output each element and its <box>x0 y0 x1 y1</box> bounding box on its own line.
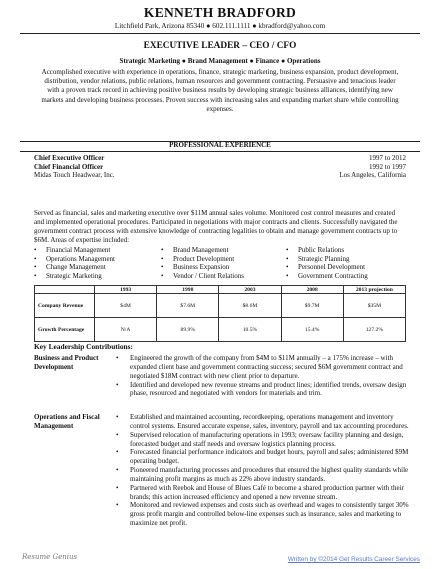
table-cell: $35M <box>343 294 405 318</box>
list-item: • Engineered the growth of the company from $4M to $11M annually – a 175% increase – with expanded client base and government contracting success; secured $6M government contract and negotiated $18M contract with new client prior to departure. <box>116 354 410 381</box>
expertise-item: • Government Contracting <box>286 272 368 281</box>
expertise-column <box>286 246 368 281</box>
table-header-cell <box>35 286 95 294</box>
table-header-cell: 1998 <box>157 286 219 294</box>
table-cell: $8.6M <box>219 294 281 318</box>
contributions-title: Key Leadership Contributions: <box>34 342 133 351</box>
list-item: • Established and maintained accounting, recordkeeping, operations management and inventory control systems. Ensured accurate expense, sales, inventory, payroll and tax accounting procedures. <box>116 413 410 431</box>
table-row <box>35 294 406 318</box>
table-header-row <box>35 286 406 294</box>
specialties-line: Strategic Marketing ● Brand Management ● Finance ● Operations <box>119 57 321 65</box>
contribution-category: Operations and Fiscal Management <box>34 413 100 430</box>
role-title: Chief Financial Officer <box>34 162 104 171</box>
list-item: • Pioneered manufacturing processes and procedures that ensured the highest quality standards while maintaining profit margins as much as 22% above industry standards. <box>116 466 410 484</box>
expertise-column <box>34 246 115 281</box>
table-cell: $4M <box>95 294 157 318</box>
expertise-item: • Personnel Development <box>286 263 368 272</box>
table-cell: 15.4% <box>281 318 343 342</box>
table-cell: $9.7M <box>281 294 343 318</box>
revenue-table <box>34 285 406 342</box>
contribution-list <box>116 413 410 528</box>
contribution-category: Business and Product Development <box>34 354 99 371</box>
expertise-item: • Strategic Marketing <box>34 272 115 281</box>
credit-link[interactable]: Written by ©2014 Get Results Career Services <box>287 556 420 563</box>
table-cell: 127.2% <box>343 318 405 342</box>
expertise-item: • Financial Management <box>34 246 115 255</box>
expertise-column <box>161 246 244 281</box>
list-item: • Partnered with Reebok and House of Blues Café to become a shared production partner with their brands; this action increased efficiency and opened a new revenue stream. <box>116 484 410 502</box>
expertise-item: • Brand Management <box>161 246 244 255</box>
expertise-item: • Business Expansion <box>161 263 244 272</box>
expertise-item: • Vendor / Client Relations <box>161 272 244 281</box>
list-item: • Monitored and reviewed expenses and costs such as overhead and wages to consistently target 30% gross profit margin and controlled below-line expenses such as insurance, sales and marketing to maximize net profit. <box>116 501 410 528</box>
contact-line: Litchfield Park, Arizona 85340 ● 602.111.1111 ● kbradford@yahoo.com <box>114 22 326 30</box>
signature-logo: Resume Genius <box>22 553 78 561</box>
table-cell: N/A <box>95 318 157 342</box>
role-dates: 1997 to 2012 <box>369 154 406 162</box>
company-location: Los Angeles, California <box>339 171 406 179</box>
table-row-label: Company Revenue <box>35 294 95 318</box>
table-cell: 10.5% <box>219 318 281 342</box>
list-item: • Identified and developed new revenue streams and product lines; identified trends, oversaw design phase, resourced and negotiated with vendors for materials and trim. <box>116 381 410 399</box>
table-row-label: Growth Percentage <box>35 318 95 342</box>
table-header-cell: 2008 <box>281 286 343 294</box>
table-cell: $7.6M <box>157 294 219 318</box>
list-item: • Forecasted financial performance indicators and budget hours, payroll and sales; administered $9M operating budget. <box>116 448 410 466</box>
list-item: • Supervised relocation of manufacturing operations in 1993; oversaw facility planning and design, forecasted budget and staff needs and oversaw logistics planning process. <box>116 431 410 449</box>
section-title-experience: PROFESSIONAL EXPERIENCE <box>169 141 271 149</box>
company-name: Midas Touch Headwear, Inc. <box>34 171 115 179</box>
expertise-item: • Operations Management <box>34 255 115 264</box>
role-title: Chief Executive Officer <box>34 154 105 162</box>
table-row <box>35 318 406 342</box>
table-header-cell: 2013 projection <box>343 286 405 294</box>
expertise-item: • Change Management <box>34 263 115 272</box>
expertise-item: • Product Development <box>161 255 244 264</box>
experience-description: Served as financial, sales and marketing executive over $11M annual sales volume. Monitored cost control measures and created and implemented operational procedures. Participated in negotiations with major contracts and clients. Successfully navigated the government contract process with extensive knowledge of contracting legalities to obtain and manage government contracts up to $6M. Areas of expertise included: <box>34 209 398 245</box>
table-header-cell: 1993 <box>95 286 157 294</box>
role-dates: 1992 to 1997 <box>369 162 406 171</box>
candidate-name: KENNETH BRADFORD <box>143 5 297 20</box>
summary-paragraph: Accomplished executive with experience in operations, finance, strategic marketing, business expansion, product development, distribution, vendor relations, public relations, human resources and government contracting. Persuasive and tenacious leader with a proven track record in achieving positive business results by developing strategic business alliances, identifying new markets and developing business processes. Proven success with increasing sales and expanding market share while controlling expenses. <box>41 68 399 113</box>
expertise-item: • Strategic Planning <box>286 255 368 264</box>
table-cell: 89.9% <box>157 318 219 342</box>
header-divider <box>20 33 420 34</box>
headline: EXECUTIVE LEADER – CEO / CFO <box>143 41 297 51</box>
table-header-cell: 2003 <box>219 286 281 294</box>
expertise-item: • Public Relations <box>286 246 368 255</box>
section-divider-bottom <box>20 151 420 152</box>
contribution-list <box>116 354 410 398</box>
